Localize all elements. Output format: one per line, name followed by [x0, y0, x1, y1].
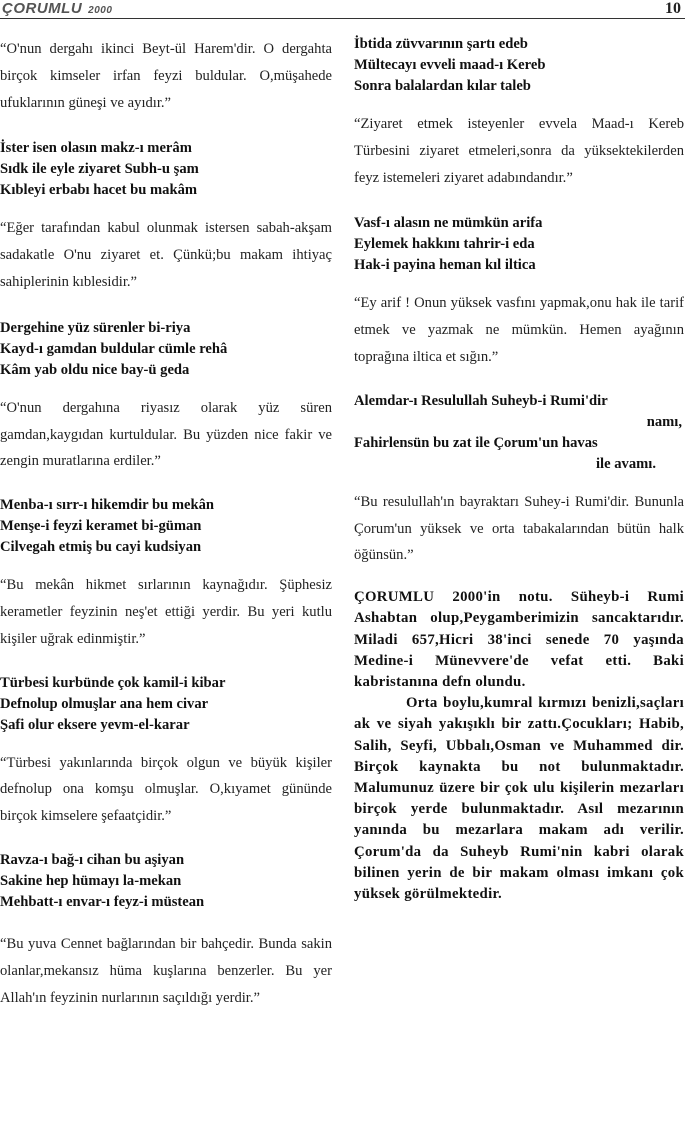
verse-line: Şafi olur eksere yevm-el-karar [0, 716, 190, 733]
verse-line: Mültecayı evveli maad-ı Kereb [354, 57, 546, 73]
verse-line: Vasf-ı alasın ne mümkün arifa [354, 215, 543, 232]
verse-line: Mehbatt-ı envar-ı feyz-i müstean [0, 893, 205, 910]
verse-line: Menba-ı sırr-ı hikemdir bu mekân [0, 497, 215, 514]
verse-line: Hak-i payina heman kıl iltica [354, 257, 536, 274]
verse-line: İbtida züvvarının şartı edeb [354, 36, 528, 52]
verse-line: ile avamı. [596, 455, 656, 472]
verse-line: Kâm yab oldu nice bay-ü geda [0, 361, 190, 378]
verse-line: Cilvegah etmiş bu cayi kudsiyan [0, 539, 202, 556]
verse [0, 495, 332, 558]
verse [0, 138, 332, 201]
paragraph: “Bu resulullah'ın bayraktarı Suhey-i Rumi'dir. Bununla Çorum'un yüksek ve orta tabakalarından bütün halk öğünsün.” [354, 493, 684, 564]
verse-line: Sıdk ile eyle ziyaret Subh-u şam [0, 161, 199, 178]
verse [354, 213, 684, 276]
verse [354, 34, 684, 97]
verse-line: Ravza-ı bağ-ı cihan bu aşiyan [0, 851, 185, 868]
logo-year: 2000 [88, 5, 113, 16]
verse-line: Alemdar-ı Resulullah Suheyb-i Rumi'dir [354, 392, 608, 409]
verse [354, 391, 684, 475]
verse-line: namı, [646, 413, 682, 430]
logo-text: ÇORUMLU [2, 0, 83, 17]
paragraph: “Eğer tarafından kabul olunmak istersen sabah-akşam sadakatle O'nu ziyaret et. Çünkü;bu makam ihtiyaç sahiplerinin kıblesidir.” [0, 220, 332, 290]
paragraph: “O'nun dergahına riyasız olarak yüz süren gamdan,kaygıdan kurtuldular. Bu yüzden nice fakir ve zengin muratlarına erdiler.” [0, 399, 332, 470]
paragraph: “Türbesi yakınlarında birçok olgun ve büyük kişiler defnolup ona komşu olmuşlar. O,kıyamet gününde birçok kimselere şefaatçidir.” [0, 754, 332, 825]
paragraph: “Ey arif ! Onun yüksek vasfını yapmak,onu hak ile tarif etmek ve yazmak ne mümkün. Hemen ayağının toprağına iltica et sığın.” [354, 295, 684, 365]
verse-line: Sonra balalardan kılar taleb [354, 78, 531, 94]
verse [0, 850, 332, 913]
paragraph: “Bu mekân hikmet sırlarının kaynağıdır. Şüphesiz kerametler feyzinin neş'et ettiği yerdir. Bu yeri kutlu kişiler uğrak edinmiştir.” [0, 577, 332, 647]
header-rule [0, 18, 685, 19]
verse-line: Sakine hep hümayı la-mekan [0, 872, 182, 889]
editor-note-text: Orta boylu,kumral kırmızı benizli,saçları ak ve siyah yakışıklı bir zattı.Çocukları; Habib, Salih, Seyfi, Ubbalı,Osman ve Muhammed dir. Birçok kaynakta bu not bulunmaktadır. Malumunuz üzere bir çok ulu kişilerin mezarları birçok yerde bulunmaktadır. Asıl mezarının yanında bu mezarlara makam adı verilir. Çorum'da da Suheyb Rumi'nin kabri olarak bilinen yerin de bir makam olması imkanı çok yüksek görülmektedir. [354, 695, 684, 903]
page-number: 10 [665, 0, 681, 17]
verse-line: Türbesi kurbünde çok kamil-i kibar [0, 674, 226, 691]
verse-line: Dergehine yüz sürenler bi-riya [0, 319, 191, 336]
paragraph: “O'nun dergahı ikinci Beyt-ül Harem'dir. O dergahta birçok kimseler irfan feyzi buldular. O,müşahede ufuklarının güneşi ve ayıdır.” [0, 41, 332, 111]
left-column [0, 24, 332, 1011]
verse-line: Kıbleyi erbabı hacet bu makâm [0, 182, 198, 199]
verse [0, 318, 332, 381]
verse-line: Eylemek hakkını tahrir-i eda [354, 236, 535, 253]
verse [0, 673, 332, 736]
editor-note: ÇORUMLU 2000'in notu. Süheyb-i Rumi Ashabtan olup,Peygamberimizin sancaktarıdır. Miladi 657,Hicri 38'inci senede 70 yaşında Medine-i Münevvere'de vefat etti. Baki kabristanına defn olundu. [354, 589, 684, 690]
verse-line: Defnolup olmuşlar ana hem civar [0, 695, 209, 712]
masthead-logo [2, 0, 112, 18]
right-column [354, 24, 684, 905]
editor-note [354, 693, 684, 905]
page-header [0, 0, 685, 22]
verse-line: Fahirlensün bu zat ile Çorum'un havas [354, 434, 598, 451]
paragraph: “Bu yuva Cennet bağlarından bir bahçedir. Bunda sakin olanlar,mekansız hüma kuşlarına benzerler. Bu yer Allah'ın feyzinin nurlarının saçıldığı yerdir.” [0, 935, 332, 1006]
paragraph: “Ziyaret etmek isteyenler evvela Maad-ı Kereb Türbesini ziyaret etmeleri,sonra da yüksektekilerden feyz istemeleri ziyaret adabındandır.” [354, 116, 684, 186]
verse-line: Kayd-ı gamdan buldular cümle rehâ [0, 340, 228, 357]
verse-line: Menşe-i feyzi keramet bi-güman [0, 518, 202, 535]
verse-line: İster isen olasın makz-ı merâm [0, 140, 192, 157]
